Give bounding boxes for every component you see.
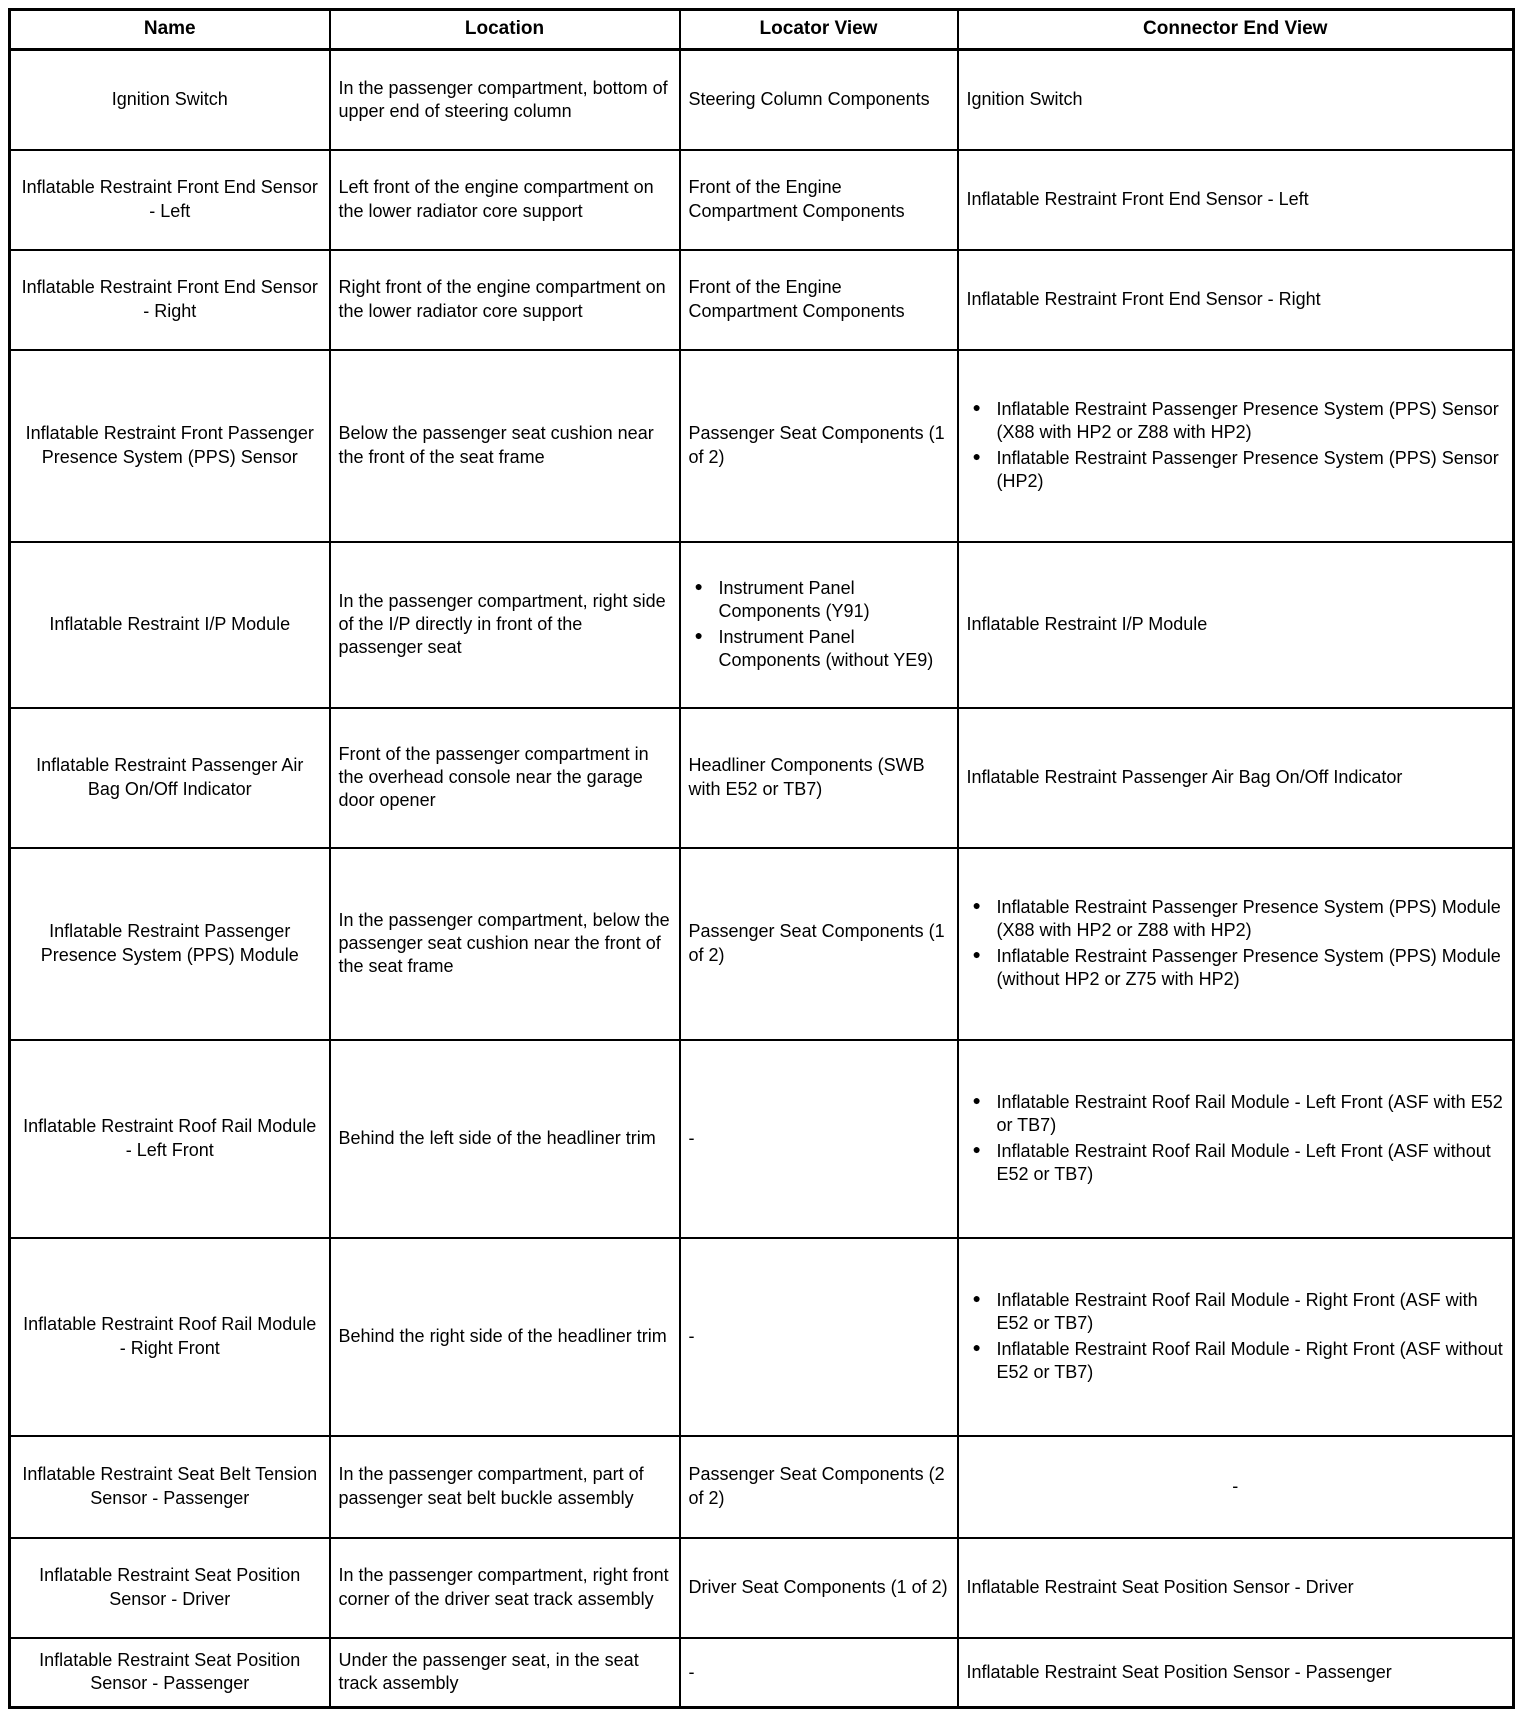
cell-locator-view: Passenger Seat Components (1 of 2) bbox=[680, 848, 958, 1040]
table-row bbox=[10, 848, 1514, 1040]
cell-locator-view: Front of the Engine Compartment Components bbox=[680, 150, 958, 250]
bullet-item: ● Inflatable Restraint Passenger Presence System (PPS) Module (without HP2 or Z75 with HP2) bbox=[971, 945, 1505, 991]
cell-connector-end-view: Inflatable Restraint I/P Module bbox=[958, 542, 1514, 708]
cell-location: In the passenger compartment, below the passenger seat cushion near the front of the seat frame bbox=[330, 848, 680, 1040]
bullet-item: ● Inflatable Restraint Roof Rail Module - Right Front (ASF with E52 or TB7) bbox=[971, 1289, 1505, 1335]
bullet-list bbox=[967, 1289, 1505, 1384]
cell-connector-end-view: Inflatable Restraint Passenger Air Bag On/Off Indicator bbox=[958, 708, 1514, 848]
column-header-location: Location bbox=[330, 10, 680, 50]
bullet-item: ● Inflatable Restraint Passenger Presence System (PPS) Sensor (X88 with HP2 or Z88 with HP2) bbox=[971, 398, 1505, 444]
cell-name: Inflatable Restraint Seat Position Sensor - Driver bbox=[10, 1538, 330, 1638]
cell-location: Under the passenger seat, in the seat track assembly bbox=[330, 1638, 680, 1708]
cell-name: Inflatable Restraint Seat Belt Tension Sensor - Passenger bbox=[10, 1436, 330, 1538]
table-header bbox=[10, 10, 1514, 50]
header-row bbox=[10, 10, 1514, 50]
table-row bbox=[10, 1538, 1514, 1638]
cell-connector-end-view bbox=[958, 848, 1514, 1040]
bullet-item: ● Inflatable Restraint Roof Rail Module - Left Front (ASF with E52 or TB7) bbox=[971, 1091, 1505, 1137]
cell-locator-view: - bbox=[680, 1238, 958, 1436]
table-row bbox=[10, 250, 1514, 350]
cell-connector-end-view bbox=[958, 1238, 1514, 1436]
cell-locator-view: Steering Column Components bbox=[680, 50, 958, 150]
cell-name: Inflatable Restraint Roof Rail Module - Left Front bbox=[10, 1040, 330, 1238]
cell-locator-view: Headliner Components (SWB with E52 or TB7) bbox=[680, 708, 958, 848]
cell-connector-end-view: Ignition Switch bbox=[958, 50, 1514, 150]
table-row bbox=[10, 1238, 1514, 1436]
cell-name: Inflatable Restraint Front Passenger Presence System (PPS) Sensor bbox=[10, 350, 330, 542]
cell-location: Behind the right side of the headliner trim bbox=[330, 1238, 680, 1436]
bullet-item: ● Inflatable Restraint Passenger Presence System (PPS) Sensor (HP2) bbox=[971, 447, 1505, 493]
column-header-connector-end-view: Connector End View bbox=[958, 10, 1514, 50]
cell-locator-view: Driver Seat Components (1 of 2) bbox=[680, 1538, 958, 1638]
table-row bbox=[10, 350, 1514, 542]
cell-locator-view: Front of the Engine Compartment Components bbox=[680, 250, 958, 350]
cell-location: Left front of the engine compartment on the lower radiator core support bbox=[330, 150, 680, 250]
table-row bbox=[10, 1436, 1514, 1538]
bullet-item: ● Instrument Panel Components (Y91) bbox=[693, 577, 949, 623]
cell-location: In the passenger compartment, right front corner of the driver seat track assembly bbox=[330, 1538, 680, 1638]
cell-connector-end-view bbox=[958, 350, 1514, 542]
cell-name: Ignition Switch bbox=[10, 50, 330, 150]
table-row bbox=[10, 708, 1514, 848]
cell-location: In the passenger compartment, bottom of upper end of steering column bbox=[330, 50, 680, 150]
column-header-name: Name bbox=[10, 10, 330, 50]
bullet-item: ● Inflatable Restraint Roof Rail Module - Left Front (ASF without E52 or TB7) bbox=[971, 1140, 1505, 1186]
cell-connector-end-view: Inflatable Restraint Front End Sensor - Left bbox=[958, 150, 1514, 250]
column-header-locator-view: Locator View bbox=[680, 10, 958, 50]
cell-connector-end-view: Inflatable Restraint Seat Position Sensor - Passenger bbox=[958, 1638, 1514, 1708]
cell-name: Inflatable Restraint Seat Position Sensor - Passenger bbox=[10, 1638, 330, 1708]
cell-connector-end-view: Inflatable Restraint Seat Position Sensor - Driver bbox=[958, 1538, 1514, 1638]
bullet-list bbox=[967, 398, 1505, 493]
bullet-list bbox=[689, 577, 949, 672]
table-row bbox=[10, 1040, 1514, 1238]
cell-locator-view: Passenger Seat Components (1 of 2) bbox=[680, 350, 958, 542]
cell-name: Inflatable Restraint Front End Sensor - Left bbox=[10, 150, 330, 250]
cell-connector-end-view: Inflatable Restraint Front End Sensor - Right bbox=[958, 250, 1514, 350]
table-body bbox=[10, 50, 1514, 1708]
bullet-list bbox=[967, 896, 1505, 991]
table-row bbox=[10, 1638, 1514, 1708]
bullet-list bbox=[967, 1091, 1505, 1186]
bullet-item: ● Inflatable Restraint Roof Rail Module - Right Front (ASF without E52 or TB7) bbox=[971, 1338, 1505, 1384]
cell-name: Inflatable Restraint Passenger Presence System (PPS) Module bbox=[10, 848, 330, 1040]
cell-locator-view: - bbox=[680, 1040, 958, 1238]
cell-name: Inflatable Restraint I/P Module bbox=[10, 542, 330, 708]
cell-name: Inflatable Restraint Roof Rail Module - Right Front bbox=[10, 1238, 330, 1436]
cell-locator-view bbox=[680, 542, 958, 708]
cell-locator-view: Passenger Seat Components (2 of 2) bbox=[680, 1436, 958, 1538]
bullet-item: ● Instrument Panel Components (without YE9) bbox=[693, 626, 949, 672]
table-row bbox=[10, 542, 1514, 708]
cell-location: Front of the passenger compartment in the overhead console near the garage door opener bbox=[330, 708, 680, 848]
cell-location: In the passenger compartment, right side of the I/P directly in front of the passenger seat bbox=[330, 542, 680, 708]
component-locator-table bbox=[8, 8, 1515, 1709]
cell-location: Behind the left side of the headliner trim bbox=[330, 1040, 680, 1238]
cell-connector-end-view bbox=[958, 1040, 1514, 1238]
table-row bbox=[10, 50, 1514, 150]
cell-location: In the passenger compartment, part of passenger seat belt buckle assembly bbox=[330, 1436, 680, 1538]
cell-name: Inflatable Restraint Front End Sensor - Right bbox=[10, 250, 330, 350]
bullet-item: ● Inflatable Restraint Passenger Presence System (PPS) Module (X88 with HP2 or Z88 with HP2) bbox=[971, 896, 1505, 942]
cell-name: Inflatable Restraint Passenger Air Bag On/Off Indicator bbox=[10, 708, 330, 848]
cell-location: Below the passenger seat cushion near the front of the seat frame bbox=[330, 350, 680, 542]
cell-locator-view: - bbox=[680, 1638, 958, 1708]
cell-connector-end-view: - bbox=[958, 1436, 1514, 1538]
cell-location: Right front of the engine compartment on the lower radiator core support bbox=[330, 250, 680, 350]
table-row bbox=[10, 150, 1514, 250]
